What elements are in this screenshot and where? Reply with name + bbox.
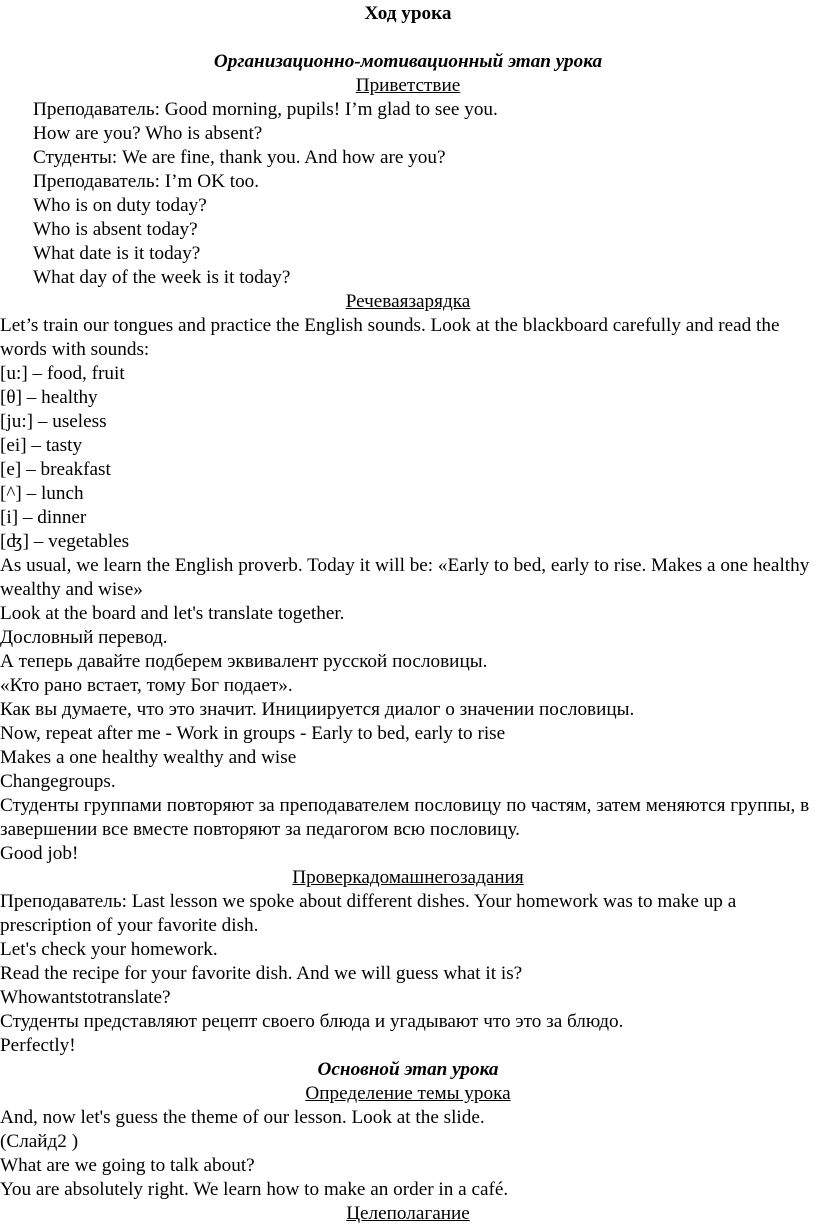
proverb-line: Changegroups. <box>0 771 116 792</box>
theme-line: (Слайд2 ) <box>0 1131 79 1152</box>
proverb-line: А теперь давайте подберем эквивалент русской пословицы. <box>0 651 488 672</box>
proverb-line: Look at the board and let's translate together. <box>0 603 345 624</box>
section-heading-org: Организационно-мотивационный этап урока <box>213 51 603 72</box>
theme-line: And, now let's guess the theme of our lesson. Look at the slide. <box>0 1107 485 1128</box>
warmup-intro: Let’s train our tongues and practice the English sounds. Look at the blackboard carefully and read the words with sounds: <box>0 315 780 360</box>
proverb-line: Как вы думаете, что это значит. Инициируется диалог о значении пословицы. <box>0 699 635 720</box>
section-heading-main: Основной этап урока <box>317 1059 499 1080</box>
groups-paragraph: Студенты группами повторяют за преподавателем пословицу по частям, затем меняются группы, в завершении все вместе повторяют за педагогом всю пословицу. <box>0 795 810 840</box>
greeting-line: Студенты: We are fine, thank you. And how are you? <box>33 147 446 168</box>
sound-item: [^] – lunch <box>0 483 84 504</box>
subheading-goal: Целеполагание <box>346 1203 470 1224</box>
proverb-intro: As usual, we learn the English proverb. Today it will be: «Early to bed, early to rise. Makes a one healthy wealthy and wise» <box>0 555 810 600</box>
greeting-line: Преподаватель: I’m OK too. <box>33 171 260 192</box>
subheading-greeting: Приветствие <box>355 75 461 96</box>
greeting-line: Who is absent today? <box>33 219 198 240</box>
homework-line: Студенты представляют рецепт своего блюда и угадывают что это за блюдо. <box>0 1011 624 1032</box>
proverb-line: Now, repeat after me - Work in groups - Early to bed, early to rise <box>0 723 506 744</box>
good-job-line: Good job! <box>0 843 79 864</box>
theme-line: You are absolutely right. We learn how to make an order in a café. <box>0 1179 509 1200</box>
sound-item: [ei] – tasty <box>0 435 83 456</box>
homework-intro: Преподаватель: Last lesson we spoke about different dishes. Your homework was to make up a prescription of your favorite dish. <box>0 891 737 936</box>
subheading-homework: Проверкадомашнегозадания <box>292 867 524 888</box>
sound-item: [e] – breakfast <box>0 459 111 480</box>
greeting-line: What day of the week is it today? <box>33 267 291 288</box>
greeting-line: Преподаватель: Good morning, pupils! I’m glad to see you. <box>33 99 498 120</box>
sound-item: [ju:] – useless <box>0 411 107 432</box>
subheading-theme: Определение темы урока <box>305 1083 511 1104</box>
sound-item: [u:] – food, fruit <box>0 363 125 384</box>
proverb-line: Дословный перевод. <box>0 627 168 648</box>
homework-line: Let's check your homework. <box>0 939 218 960</box>
sound-item: [i] – dinner <box>0 507 87 528</box>
theme-line: What are we going to talk about? <box>0 1155 255 1176</box>
proverb-line: Makes a one healthy wealthy and wise <box>0 747 297 768</box>
lesson-title: Ход урока <box>364 3 452 24</box>
proverb-line: «Кто рано встает, тому Бог подает». <box>0 675 293 696</box>
greeting-line: How are you? Who is absent? <box>33 123 263 144</box>
sound-item: [ʤ] – vegetables <box>0 531 130 552</box>
homework-line: Perfectly! <box>0 1035 76 1056</box>
greeting-line: Who is on duty today? <box>33 195 207 216</box>
sound-item: [θ] – healthy <box>0 387 98 408</box>
greeting-line: What date is it today? <box>33 243 201 264</box>
homework-line: Whowantstotranslate? <box>0 987 171 1008</box>
subheading-warmup: Речеваязарядка <box>345 291 471 312</box>
homework-line: Read the recipe for your favorite dish. And we will guess what it is? <box>0 963 523 984</box>
